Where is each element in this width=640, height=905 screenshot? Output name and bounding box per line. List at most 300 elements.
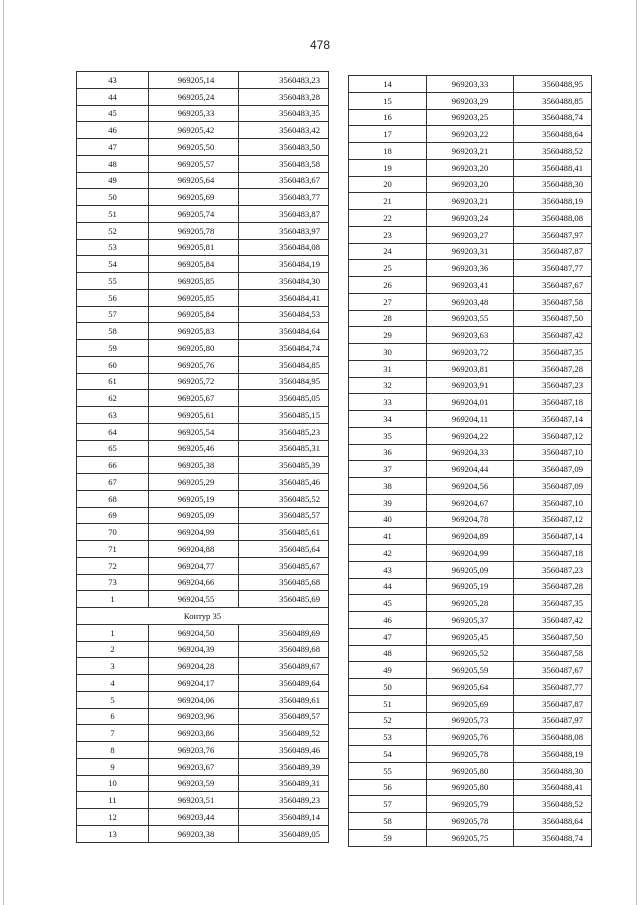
point-number-cell: 64: [77, 423, 149, 440]
x-coordinate-cell: 969203,41: [427, 277, 514, 294]
x-coordinate-cell: 969204,22: [427, 427, 514, 444]
x-coordinate-cell: 969204,33: [427, 444, 514, 461]
y-coordinate-cell: 3560485,67: [239, 557, 329, 574]
point-number-cell: 49: [77, 172, 149, 189]
y-coordinate-cell: 3560485,69: [239, 591, 329, 608]
table-row: [77, 792, 329, 809]
table-row: [349, 679, 592, 696]
table-row: [77, 323, 329, 340]
point-number-cell: 25: [349, 260, 427, 277]
table-row: [77, 591, 329, 608]
table-row: [349, 779, 592, 796]
point-number-cell: 46: [77, 122, 149, 139]
table-row: [77, 356, 329, 373]
x-coordinate-cell: 969204,11: [427, 411, 514, 428]
y-coordinate-cell: 3560487,42: [514, 327, 592, 344]
x-coordinate-cell: 969205,57: [149, 155, 239, 172]
x-coordinate-cell: 969204,50: [149, 624, 239, 641]
table-row: [77, 239, 329, 256]
x-coordinate-cell: 969203,31: [427, 243, 514, 260]
y-coordinate-cell: 3560484,95: [239, 373, 329, 390]
point-number-cell: 72: [77, 557, 149, 574]
table-row: [349, 159, 592, 176]
table-row: [349, 528, 592, 545]
x-coordinate-cell: 969203,72: [427, 344, 514, 361]
x-coordinate-cell: 969205,75: [427, 829, 514, 846]
point-number-cell: 6: [77, 708, 149, 725]
y-coordinate-cell: 3560483,87: [239, 206, 329, 223]
y-coordinate-cell: 3560489,52: [239, 725, 329, 742]
y-coordinate-cell: 3560484,30: [239, 273, 329, 290]
table-row: [77, 675, 329, 692]
point-number-cell: 51: [349, 695, 427, 712]
point-number-cell: 55: [349, 762, 427, 779]
x-coordinate-cell: 969205,80: [149, 340, 239, 357]
point-number-cell: 61: [77, 373, 149, 390]
x-coordinate-cell: 969204,17: [149, 675, 239, 692]
point-number-cell: 56: [349, 779, 427, 796]
point-number-cell: 70: [77, 524, 149, 541]
x-coordinate-cell: 969204,39: [149, 641, 239, 658]
point-number-cell: 58: [349, 813, 427, 830]
x-coordinate-cell: 969205,09: [149, 507, 239, 524]
table-row: [77, 340, 329, 357]
y-coordinate-cell: 3560487,23: [514, 377, 592, 394]
point-number-cell: 18: [349, 143, 427, 160]
x-coordinate-cell: 969205,09: [427, 561, 514, 578]
table-row: [349, 662, 592, 679]
point-number-cell: 48: [349, 645, 427, 662]
y-coordinate-cell: 3560487,58: [514, 645, 592, 662]
table-row: [349, 193, 592, 210]
y-coordinate-cell: 3560489,46: [239, 742, 329, 759]
x-coordinate-cell: 969205,33: [149, 105, 239, 122]
x-coordinate-cell: 969205,52: [427, 645, 514, 662]
table-row: [349, 176, 592, 193]
table-row: [349, 746, 592, 763]
point-number-cell: 67: [77, 474, 149, 491]
table-row: [349, 578, 592, 595]
y-coordinate-cell: 3560487,67: [514, 277, 592, 294]
x-coordinate-cell: 969205,38: [149, 457, 239, 474]
x-coordinate-cell: 969203,20: [427, 176, 514, 193]
point-number-cell: 45: [77, 105, 149, 122]
table-row: [77, 507, 329, 524]
y-coordinate-cell: 3560485,61: [239, 524, 329, 541]
point-number-cell: 2: [77, 641, 149, 658]
y-coordinate-cell: 3560484,53: [239, 306, 329, 323]
point-number-cell: 47: [77, 139, 149, 156]
y-coordinate-cell: 3560489,64: [239, 675, 329, 692]
x-coordinate-cell: 969205,19: [427, 578, 514, 595]
y-coordinate-cell: 3560487,87: [514, 243, 592, 260]
x-coordinate-cell: 969203,24: [427, 210, 514, 227]
x-coordinate-cell: 969205,24: [149, 88, 239, 105]
x-coordinate-cell: 969205,83: [149, 323, 239, 340]
y-coordinate-cell: 3560487,14: [514, 411, 592, 428]
point-number-cell: 71: [77, 541, 149, 558]
y-coordinate-cell: 3560487,18: [514, 545, 592, 562]
y-coordinate-cell: 3560484,08: [239, 239, 329, 256]
y-coordinate-cell: 3560488,74: [514, 109, 592, 126]
x-coordinate-cell: 969203,59: [149, 775, 239, 792]
point-number-cell: 1: [77, 624, 149, 641]
y-coordinate-cell: 3560488,08: [514, 729, 592, 746]
point-number-cell: 65: [77, 440, 149, 457]
x-coordinate-cell: 969203,48: [427, 293, 514, 310]
point-number-cell: 48: [77, 155, 149, 172]
y-coordinate-cell: 3560483,58: [239, 155, 329, 172]
point-number-cell: 1: [77, 591, 149, 608]
x-coordinate-cell: 969203,44: [149, 809, 239, 826]
point-number-cell: 50: [77, 189, 149, 206]
x-coordinate-cell: 969205,78: [427, 813, 514, 830]
point-number-cell: 35: [349, 427, 427, 444]
point-number-cell: 17: [349, 126, 427, 143]
point-number-cell: 59: [77, 340, 149, 357]
table-row: [349, 444, 592, 461]
x-coordinate-cell: 969205,76: [427, 729, 514, 746]
x-coordinate-cell: 969203,96: [149, 708, 239, 725]
table-row: [77, 390, 329, 407]
point-number-cell: 41: [349, 528, 427, 545]
point-number-cell: 21: [349, 193, 427, 210]
y-coordinate-cell: 3560487,77: [514, 679, 592, 696]
x-coordinate-cell: 969204,66: [149, 574, 239, 591]
y-coordinate-cell: 3560483,50: [239, 139, 329, 156]
table-row: [77, 825, 329, 842]
point-number-cell: 8: [77, 742, 149, 759]
y-coordinate-cell: 3560488,85: [514, 92, 592, 109]
table-row: [349, 226, 592, 243]
y-coordinate-cell: 3560488,52: [514, 796, 592, 813]
x-coordinate-cell: 969205,54: [149, 423, 239, 440]
point-number-cell: 33: [349, 394, 427, 411]
table-row: [349, 210, 592, 227]
table-row: [77, 105, 329, 122]
point-number-cell: 54: [349, 746, 427, 763]
x-coordinate-cell: 969205,76: [149, 356, 239, 373]
y-coordinate-cell: 3560487,35: [514, 344, 592, 361]
point-number-cell: 11: [77, 792, 149, 809]
point-number-cell: 26: [349, 277, 427, 294]
x-coordinate-cell: 969205,42: [149, 122, 239, 139]
table-row: [349, 813, 592, 830]
point-number-cell: 38: [349, 478, 427, 495]
x-coordinate-cell: 969205,45: [427, 628, 514, 645]
point-number-cell: 16: [349, 109, 427, 126]
point-number-cell: 3: [77, 658, 149, 675]
table-row: [77, 557, 329, 574]
x-coordinate-cell: 969203,33: [427, 76, 514, 93]
y-coordinate-cell: 3560485,31: [239, 440, 329, 457]
table-row: [349, 494, 592, 511]
x-coordinate-cell: 969205,69: [427, 695, 514, 712]
y-coordinate-cell: 3560488,74: [514, 829, 592, 846]
x-coordinate-cell: 969205,67: [149, 390, 239, 407]
y-coordinate-cell: 3560487,12: [514, 427, 592, 444]
y-coordinate-cell: 3560489,68: [239, 641, 329, 658]
y-coordinate-cell: 3560483,42: [239, 122, 329, 139]
table-row: [77, 541, 329, 558]
y-coordinate-cell: 3560488,08: [514, 210, 592, 227]
table-row: [77, 641, 329, 658]
y-coordinate-cell: 3560483,97: [239, 222, 329, 239]
y-coordinate-cell: 3560487,77: [514, 260, 592, 277]
point-number-cell: 50: [349, 679, 427, 696]
point-number-cell: 12: [77, 809, 149, 826]
x-coordinate-cell: 969203,27: [427, 226, 514, 243]
table-row: [349, 545, 592, 562]
y-coordinate-cell: 3560488,30: [514, 176, 592, 193]
x-coordinate-cell: 969205,72: [149, 373, 239, 390]
x-coordinate-cell: 969203,38: [149, 825, 239, 842]
point-number-cell: 24: [349, 243, 427, 260]
table-row: [349, 478, 592, 495]
point-number-cell: 5: [77, 691, 149, 708]
table-row: [349, 76, 592, 93]
y-coordinate-cell: 3560487,42: [514, 612, 592, 629]
table-row: [349, 729, 592, 746]
x-coordinate-cell: 969204,89: [427, 528, 514, 545]
point-number-cell: 46: [349, 612, 427, 629]
point-number-cell: 7: [77, 725, 149, 742]
y-coordinate-cell: 3560483,35: [239, 105, 329, 122]
table-row: [349, 143, 592, 160]
x-coordinate-cell: 969205,73: [427, 712, 514, 729]
x-coordinate-cell: 969203,20: [427, 159, 514, 176]
point-number-cell: 56: [77, 289, 149, 306]
table-row: [77, 172, 329, 189]
table-row: [77, 624, 329, 641]
y-coordinate-cell: 3560483,23: [239, 72, 329, 89]
table-row: [349, 344, 592, 361]
point-number-cell: 44: [77, 88, 149, 105]
table-row: [349, 277, 592, 294]
y-coordinate-cell: 3560484,41: [239, 289, 329, 306]
y-coordinate-cell: 3560489,14: [239, 809, 329, 826]
x-coordinate-cell: 969203,63: [427, 327, 514, 344]
point-number-cell: 39: [349, 494, 427, 511]
y-coordinate-cell: 3560487,67: [514, 662, 592, 679]
x-coordinate-cell: 969205,64: [427, 679, 514, 696]
point-number-cell: 68: [77, 490, 149, 507]
x-coordinate-cell: 969205,84: [149, 306, 239, 323]
table-row: [77, 256, 329, 273]
table-row: [349, 427, 592, 444]
x-coordinate-cell: 969205,28: [427, 595, 514, 612]
y-coordinate-cell: 3560489,23: [239, 792, 329, 809]
table-row: [77, 273, 329, 290]
point-number-cell: 54: [77, 256, 149, 273]
y-coordinate-cell: 3560485,52: [239, 490, 329, 507]
table-row: [349, 327, 592, 344]
table-row: [349, 293, 592, 310]
point-number-cell: 19: [349, 159, 427, 176]
table-row: [349, 92, 592, 109]
point-number-cell: 29: [349, 327, 427, 344]
point-number-cell: 37: [349, 461, 427, 478]
point-number-cell: 34: [349, 411, 427, 428]
point-number-cell: 14: [349, 76, 427, 93]
y-coordinate-cell: 3560489,31: [239, 775, 329, 792]
point-number-cell: 53: [77, 239, 149, 256]
table-row: [77, 72, 329, 89]
page-edge-right: [636, 0, 637, 905]
point-number-cell: 66: [77, 457, 149, 474]
table-row: [349, 360, 592, 377]
point-number-cell: 51: [77, 206, 149, 223]
point-number-cell: 52: [349, 712, 427, 729]
table-row: [77, 524, 329, 541]
x-coordinate-cell: 969205,85: [149, 273, 239, 290]
x-coordinate-cell: 969205,37: [427, 612, 514, 629]
y-coordinate-cell: 3560484,85: [239, 356, 329, 373]
point-number-cell: 10: [77, 775, 149, 792]
table-row: [349, 628, 592, 645]
point-number-cell: 55: [77, 273, 149, 290]
table-row: [349, 796, 592, 813]
point-number-cell: 44: [349, 578, 427, 595]
y-coordinate-cell: 3560489,67: [239, 658, 329, 675]
x-coordinate-cell: 969204,99: [427, 545, 514, 562]
x-coordinate-cell: 969205,64: [149, 172, 239, 189]
point-number-cell: 52: [77, 222, 149, 239]
table-row: [77, 758, 329, 775]
y-coordinate-cell: 3560487,35: [514, 595, 592, 612]
table-row: [77, 474, 329, 491]
point-number-cell: 36: [349, 444, 427, 461]
table-row: [349, 260, 592, 277]
point-number-cell: 62: [77, 390, 149, 407]
x-coordinate-cell: 969205,81: [149, 239, 239, 256]
point-number-cell: 23: [349, 226, 427, 243]
table-row: [349, 829, 592, 846]
x-coordinate-cell: 969204,55: [149, 591, 239, 608]
table-row: [349, 695, 592, 712]
y-coordinate-cell: 3560483,77: [239, 189, 329, 206]
table-row: [77, 189, 329, 206]
x-coordinate-cell: 969203,86: [149, 725, 239, 742]
table-row: [349, 461, 592, 478]
y-coordinate-cell: 3560488,41: [514, 159, 592, 176]
y-coordinate-cell: 3560487,14: [514, 528, 592, 545]
x-coordinate-cell: 969203,21: [427, 193, 514, 210]
x-coordinate-cell: 969205,74: [149, 206, 239, 223]
table-row: [349, 762, 592, 779]
x-coordinate-cell: 969203,29: [427, 92, 514, 109]
table-row: [77, 658, 329, 675]
x-coordinate-cell: 969205,14: [149, 72, 239, 89]
point-number-cell: 53: [349, 729, 427, 746]
y-coordinate-cell: 3560485,68: [239, 574, 329, 591]
coordinates-table-right: [348, 75, 592, 847]
table-row: [349, 377, 592, 394]
x-coordinate-cell: 969204,28: [149, 658, 239, 675]
x-coordinate-cell: 969204,78: [427, 511, 514, 528]
x-coordinate-cell: 969205,78: [149, 222, 239, 239]
point-number-cell: 43: [349, 561, 427, 578]
x-coordinate-cell: 969203,51: [149, 792, 239, 809]
table-row: [77, 373, 329, 390]
point-number-cell: 13: [77, 825, 149, 842]
y-coordinate-cell: 3560485,39: [239, 457, 329, 474]
y-coordinate-cell: 3560487,10: [514, 494, 592, 511]
y-coordinate-cell: 3560488,19: [514, 746, 592, 763]
x-coordinate-cell: 969205,85: [149, 289, 239, 306]
x-coordinate-cell: 969203,81: [427, 360, 514, 377]
table-row: [77, 155, 329, 172]
table-row: [349, 411, 592, 428]
table-row: [77, 691, 329, 708]
point-number-cell: 63: [77, 407, 149, 424]
point-number-cell: 30: [349, 344, 427, 361]
x-coordinate-cell: 969205,59: [427, 662, 514, 679]
y-coordinate-cell: 3560487,97: [514, 712, 592, 729]
x-coordinate-cell: 969205,50: [149, 139, 239, 156]
x-coordinate-cell: 969203,91: [427, 377, 514, 394]
point-number-cell: 22: [349, 210, 427, 227]
y-coordinate-cell: 3560484,74: [239, 340, 329, 357]
point-number-cell: 49: [349, 662, 427, 679]
x-coordinate-cell: 969203,21: [427, 143, 514, 160]
x-coordinate-cell: 969205,46: [149, 440, 239, 457]
y-coordinate-cell: 3560487,18: [514, 394, 592, 411]
y-coordinate-cell: 3560489,57: [239, 708, 329, 725]
y-coordinate-cell: 3560489,39: [239, 758, 329, 775]
point-number-cell: 58: [77, 323, 149, 340]
y-coordinate-cell: 3560487,50: [514, 310, 592, 327]
y-coordinate-cell: 3560489,69: [239, 624, 329, 641]
point-number-cell: 42: [349, 545, 427, 562]
y-coordinate-cell: 3560487,10: [514, 444, 592, 461]
point-number-cell: 69: [77, 507, 149, 524]
x-coordinate-cell: 969205,84: [149, 256, 239, 273]
y-coordinate-cell: 3560485,46: [239, 474, 329, 491]
table-row: [349, 612, 592, 629]
x-coordinate-cell: 969205,80: [427, 779, 514, 796]
table-row: [349, 310, 592, 327]
y-coordinate-cell: 3560487,58: [514, 293, 592, 310]
page-number: 478: [309, 38, 331, 52]
table-row: [349, 511, 592, 528]
y-coordinate-cell: 3560488,41: [514, 779, 592, 796]
table-row: [77, 809, 329, 826]
table-row: [77, 574, 329, 591]
point-number-cell: 57: [77, 306, 149, 323]
y-coordinate-cell: 3560485,15: [239, 407, 329, 424]
y-coordinate-cell: 3560487,50: [514, 628, 592, 645]
y-coordinate-cell: 3560484,64: [239, 323, 329, 340]
table-row: [77, 122, 329, 139]
x-coordinate-cell: 969203,76: [149, 742, 239, 759]
table-row: [349, 243, 592, 260]
y-coordinate-cell: 3560489,61: [239, 691, 329, 708]
point-number-cell: 43: [77, 72, 149, 89]
y-coordinate-cell: 3560484,19: [239, 256, 329, 273]
y-coordinate-cell: 3560487,23: [514, 561, 592, 578]
table-row: [349, 595, 592, 612]
y-coordinate-cell: 3560483,28: [239, 88, 329, 105]
table-row: [349, 109, 592, 126]
x-coordinate-cell: 969204,77: [149, 557, 239, 574]
coordinates-table-left: [76, 71, 329, 843]
point-number-cell: 28: [349, 310, 427, 327]
y-coordinate-cell: 3560487,28: [514, 360, 592, 377]
point-number-cell: 27: [349, 293, 427, 310]
point-number-cell: 57: [349, 796, 427, 813]
y-coordinate-cell: 3560488,52: [514, 143, 592, 160]
